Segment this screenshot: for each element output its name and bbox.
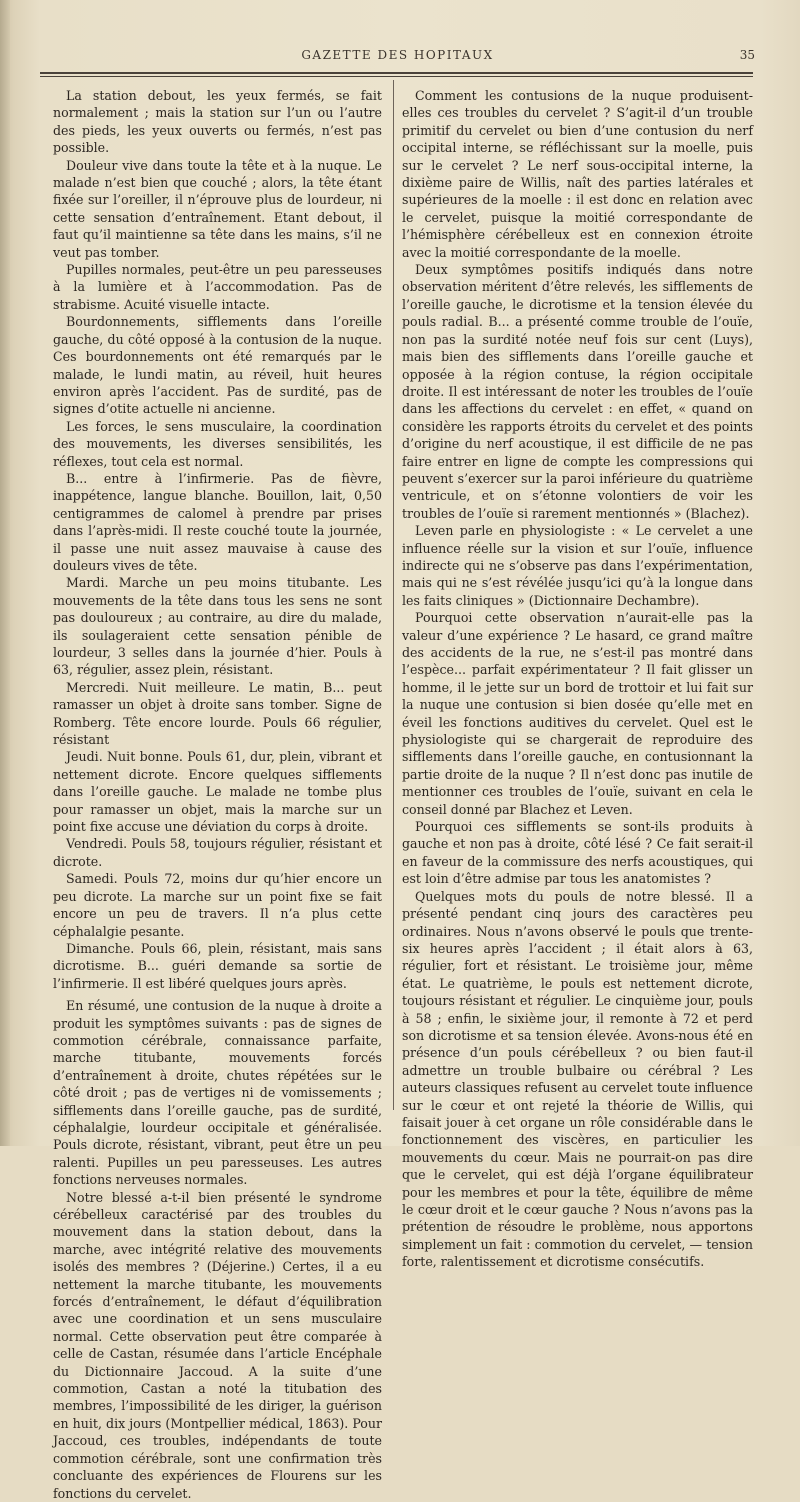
paragraph: Les forces, le sens musculaire, la coordination des mouvements, les diverses sensibilités, les réflexes, tout cela est normal. [53,418,382,469]
paragraph: Pourquoi ces sifflements se sont-ils produits à gauche et non pas à droite, côté lésé ? Ce fait serait-il en faveur de la commissure des nerfs acoustiques, qui est loin d’être admise par tous les anatomistes ? [402,819,753,887]
paragraph: Quelques mots du pouls de notre blessé. Il a présenté pendant cinq jours des caractères peu ordinaires. Nous n’avons observé le pouls que trente-six heures après l’accident ; il était alors à 63, régulier, fort et résistant. Le troisième jour, même état. Le quatrième, le pouls est nettement dicrote, toujours résistant et régulier. Le cinquième jour, pouls à 58 ; enfin, le sixième jour, il remonte à 72 et perd son dicrotisme et sa tension élevée. Avons-nous été en présence d’un pouls cérébelleux ? ou bien faut-il admettre un trouble bulbaire ou cérébral ? Les auteurs classiques refusent au cervelet toute influence sur le cœur et ont rejeté la théorie de Willis, qui faisait jouer à cet organe un rôle considérable dans le fonctionnement des viscères, en particulier les mouvements du cœur. Mais ne pourrait-on pas dire que le cervelet, qui est déjà l’organe équilibrateur pour les membres et pour la tête, équilibre de même le cœur droit et le cœur gauche ? Nous n’avons pas la prétention de résoudre le problème, nous apportons simplement un fait : commotion du cervelet, — tension forte, ralentissement et dicrotisme consécutifs. [402,888,753,1270]
paragraph: Leven parle en physiologiste : « Le cervelet a une influence réelle sur la vision et sur l’ouïe, influence indirecte qui ne s’observe pas dans l’expérimentation, mais qui ne s’est révélée jusqu’ici qu’à la longue dans les faits cliniques » (Dictionnaire Dechambre). [402,523,753,608]
paragraph: Bourdonnements, sifflements dans l’oreille gauche, du côté opposé à la contusion de la nuque. Ces bourdonnements ont été remarqués par le malade, le lundi matin, au réveil, huit heures environ après l’accident. Pas de surdité, pas de signes d’otite actuelle ni ancienne. [53,314,382,417]
header-rule-thick [40,72,753,74]
paragraph: La station debout, les yeux fermés, se fait normalement ; mais la station sur l’un ou l’autre des pieds, les yeux ouverts ou fermés, n’est pas possible. [53,88,382,156]
column-divider [393,80,394,1110]
paragraph: Comment les contusions de la nuque produisent-elles ces troubles du cervelet ? S’agit-il d’un trouble primitif du cervelet ou bien d’une contusion du nerf occipital interne, se réfléchissant sur la moelle, puis sur le cervelet ? Le nerf sous-occipital interne, la dixième paire de Willis, naît des parties latérales et supérieures de la moelle : il est donc en relation avec le cervelet, puisque la moitié correspondante de l’hémisphère cérébelleux est en connexion étroite avec la moitié correspondante de la moelle. [402,88,753,260]
left-column [53,87,382,1502]
journal-title: GAZETTE DES HOPITAUX [301,48,494,62]
paragraph: Mardi. Marche un peu moins titubante. Les mouvements de la tête dans tous les sens ne sont pas douloureux ; au contraire, au dire du malade, ils soulageraient cette sensation pénible de lourdeur, 3 selles dans la journée d’hier. Pouls à 63, régulier, assez plein, résistant. [53,575,382,678]
paragraph: Douleur vive dans toute la tête et à la nuque. Le malade n’est bien que couché ; alors, la tête étant fixée sur l’oreiller, il n’éprouve plus de lourdeur, ni cette sensation d’entraînement. Etant debout, il faut qu’il maintienne sa tête dans les mains, s’il ne veut pas tomber. [53,157,382,260]
paragraph: Pourquoi cette observation n’aurait-elle pas la valeur d’une expérience ? Le hasard, ce grand maître des accidents de la rue, ne s’est-il pas montré dans l’espèce... parfait expérimentateur ? Il fait glisser un homme, il le jette sur un bord de trottoir et lui fait sur la nuque une contusion si bien dosée qu’elle met en éveil les fonctions auditives du cervelet. Quel est le physiologiste qui se chargerait de reproduire des sifflements dans l’oreille gauche, en contusionnant la partie droite de la nuque ? Il n’est donc pas inutile de mentionner ces troubles de l’ouïe, suivant en cela le conseil donné par Blachez et Leven. [402,610,753,817]
paragraph: Dimanche. Pouls 66, plein, résistant, mais sans dicrotisme. B... guéri demande sa sortie de l’infirmerie. Il est libéré quelques jours après. [53,940,382,991]
paragraph: Mercredi. Nuit meilleure. Le matin, B... peut ramasser un objet à droite sans tomber. Signe de Romberg. Tête encore lourde. Pouls 66 régulier, résistant [53,679,382,748]
page-header [40,44,755,66]
paragraph: Samedi. Pouls 72, moins dur qu’hier encore un peu dicrote. La marche sur un point fixe se fait encore un peu de travers. Il n’a plus cette céphalalgie pesante. [53,871,382,939]
header-rule-thin [40,76,753,77]
paragraph: Deux symptômes positifs indiqués dans notre observation méritent d’être relevés, les sifflements de l’oreille gauche, le dicrotisme et la tension élevée du pouls radial. B... a présenté comme trouble de l’ouïe, non pas la surdité notée neuf fois sur cent (Luys), mais bien des sifflements dans l’oreille gauche et opposée à la région contuse, la région occipitale droite. Il est intéressant de noter les troubles de l’ouïe dans les affections du cervelet : en effet, « quand on considère les rapports étroits du cervelet et des points d’origine du nerf acoustique, il est difficile de ne pas faire entrer en ligne de compte les compressions qui peuvent s’exercer sur la paroi inférieure du quatrième ventricule, et on s’étonne volontiers de voir les troubles de l’ouïe si rarement mentionnés » (Blachez). [402,262,753,521]
paragraph: Notre blessé a-t-il bien présenté le syndrome cérébelleux caractérisé par des troubles du mouvement dans la station debout, dans la marche, avec intégrité relative des mouvements isolés des membres ? (Déjerine.) Certes, il a eu nettement la marche titubante, les mouvements forcés d’entraînement, le défaut d’équilibration avec une coordination et un sens musculaire normal. Cette observation peut être comparée à celle de Castan, résumée dans l’article Encéphale du Dictionnaire Jaccoud. A la suite d’une commotion, Castan a noté la titubation des membres, l’impossibilité de les diriger, la guérison en huit, dix jours (Montpellier médical, 1863). Pour Jaccoud, ces troubles, indépendants de toute commotion cérébrale, sont une confirmation très concluante des expériences de Flourens sur les fonctions du cervelet. [53,1189,382,1501]
page-number: 35 [739,48,755,62]
paragraph: Pupilles normales, peut-être un peu paresseuses à la lumière et à l’accommodation. Pas de strabisme. Acuité visuelle intacte. [53,262,382,312]
page-binding-edge [0,0,10,1146]
paragraph: Jeudi. Nuit bonne. Pouls 61, dur, plein, vibrant et nettement dicrote. Encore quelques sifflements dans l’oreille gauche. Le malade ne tombe plus pour ramasser un objet, mais la marche sur un point fixe accuse une déviation du corps à droite. [53,749,382,835]
paragraph: Vendredi. Pouls 58, toujours régulier, résistant et dicrote. [53,836,382,869]
paragraph: B... entre à l’infirmerie. Pas de fièvre, inappétence, langue blanche. Bouillon, lait, 0,50 centigrammes de calomel à prendre par prises dans l’après-midi. Il reste couché toute la journée, il passe une nuit assez mauvaise à cause des douleurs vives de tête. [53,470,382,573]
paragraph: En résumé, une contusion de la nuque à droite a produit les symptômes suivants : pas de signes de commotion cérébrale, connaissance parfaite, marche titubante, mouvements forcés d’entraînement à droite, chutes répétées sur le côté droit ; pas de vertiges ni de vomissements ; sifflements dans l’oreille gauche, pas de surdité, céphalalgie, lourdeur occipitale et généralisée. Pouls dicrote, résistant, vibrant, peut être un peu ralenti. Pupilles un peu paresseuses. Les autres fonctions nerveuses normales. [53,998,382,1188]
right-column [402,87,753,1271]
